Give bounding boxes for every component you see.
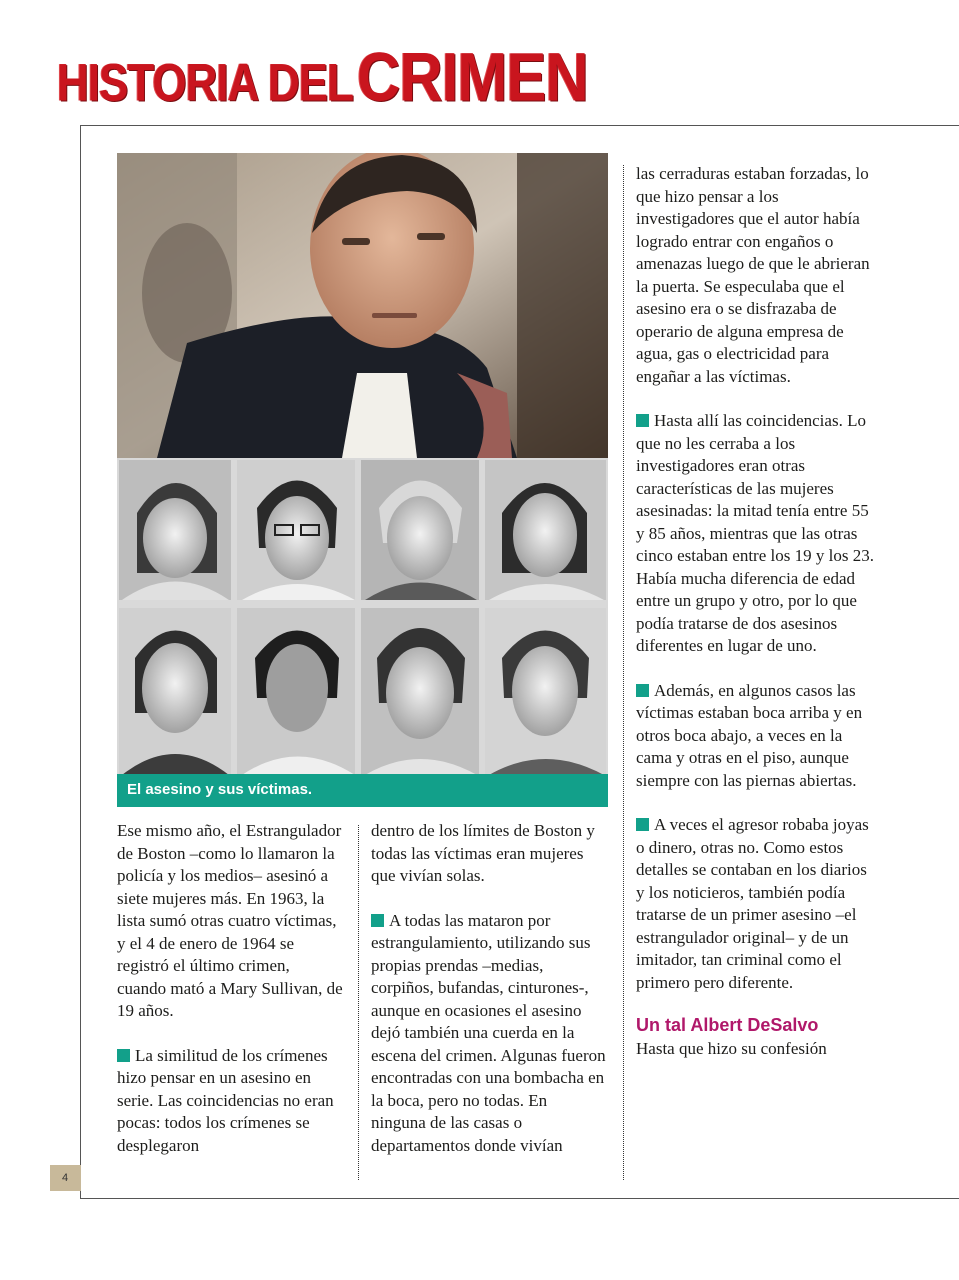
- square-bullet-icon: [117, 1049, 130, 1062]
- paragraph: [636, 680, 874, 793]
- victim-photo: [485, 460, 606, 600]
- paragraph: [371, 910, 606, 1158]
- paragraph: Había mucha diferencia de edad entre un grupo y otro, por lo que podía tratarse de dos asesinos diferentes en lugar de uno.: [636, 568, 857, 655]
- paragraph: Hasta que hizo su confesión: [636, 1039, 827, 1058]
- text-column-3: [636, 163, 874, 1061]
- paragraph: Ese mismo año, el Estrangulador de Boston –como lo llamaron la policía y los medios– asesinó a siete mujeres más. En 1963, la lista sumó otras cuatro víctimas, y el 4 de enero de 1964 se registró el último crimen, cuando mató a Mary Sullivan, de 19 años.: [117, 821, 343, 1020]
- victim-photo: [237, 460, 355, 600]
- paragraph-text: A veces el agresor robaba joyas o dinero, otras no. Como estos detalles se contaban en los diarios y los noticieros, también podía tratarse de un primer asesino –el estrangulador original– y de un imitador, tan criminal como el primero pero diferente.: [636, 815, 869, 992]
- text-column-1: [117, 820, 343, 1157]
- photo-collage: [117, 153, 608, 777]
- square-bullet-icon: [371, 914, 384, 927]
- section-subheading: Un tal Albert DeSalvo: [636, 1015, 819, 1035]
- paragraph: [636, 814, 874, 994]
- paragraph-text: La similitud de los crímenes hizo pensar en un asesino en serie. Las coincidencias no eran pocas: todos los crímenes se desplegaron: [117, 1045, 334, 1155]
- frame-left-rule: [80, 125, 81, 1198]
- text-column-2: [371, 820, 606, 1157]
- victim-photo: [361, 460, 479, 600]
- masthead-part2: CRIMEN: [357, 38, 588, 116]
- paragraph: dentro de los límites de Boston y todas las víctimas eran mujeres que vivían solas.: [371, 821, 595, 885]
- suspect-photo: [117, 153, 608, 458]
- victim-photo: [237, 608, 355, 775]
- frame-top-rule: [80, 125, 959, 126]
- paragraph-text: A todas las mataron por estrangulamiento, utilizando sus propias prendas –medias, corpiños, bufandas, cinturones-, aunque en ocasiones el asesino dejó también una cuerda en la escena del crimen. Algunas fueron encontradas con una bombacha en la boca, pero no todas. En ninguna de las casas o departamentos donde vivían: [371, 910, 606, 1155]
- masthead-logo: [57, 38, 588, 116]
- frame-bottom-rule: [80, 1198, 959, 1199]
- paragraph-text: Hasta allí las coincidencias. Lo que no les cerraba a los investigadores eran otras características de las mujeres asesinadas: la mitad tenía entre 55 y 85 años, mientras que las otras cinco estaban entre los 19 y los 23.: [636, 411, 874, 565]
- paragraph-text: Además, en algunos casos las víctimas estaban boca arriba y en otros boca abajo, a veces en la cama y otras en el piso, aunque siempre con las piernas abiertas.: [636, 680, 863, 790]
- masthead-part1: HISTORIA DEL: [57, 53, 354, 113]
- square-bullet-icon: [636, 414, 649, 427]
- victim-photo: [119, 460, 231, 600]
- victims-photos: [117, 458, 608, 777]
- paragraph: [117, 1045, 343, 1158]
- column-separator: [358, 825, 359, 1180]
- victim-photo: [485, 608, 606, 775]
- victim-photo: [361, 608, 479, 775]
- square-bullet-icon: [636, 818, 649, 831]
- victim-photo: [119, 608, 231, 775]
- figure-caption: El asesino y sus víctimas.: [117, 774, 608, 807]
- paragraph: [636, 410, 874, 568]
- square-bullet-icon: [636, 684, 649, 697]
- page-number: 4: [50, 1165, 81, 1191]
- photo-collage-graphic: [117, 153, 608, 777]
- column-separator: [623, 165, 624, 1180]
- paragraph: las cerraduras estaban forzadas, lo que hizo pensar a los investigadores que el autor había logrado entrar con engaños o amenazas luego de que le abrieran la puerta. Se especulaba que el asesino era o se disfrazaba de operario de alguna empresa de agua, gas o electricidad para engañar a las víctimas.: [636, 164, 870, 386]
